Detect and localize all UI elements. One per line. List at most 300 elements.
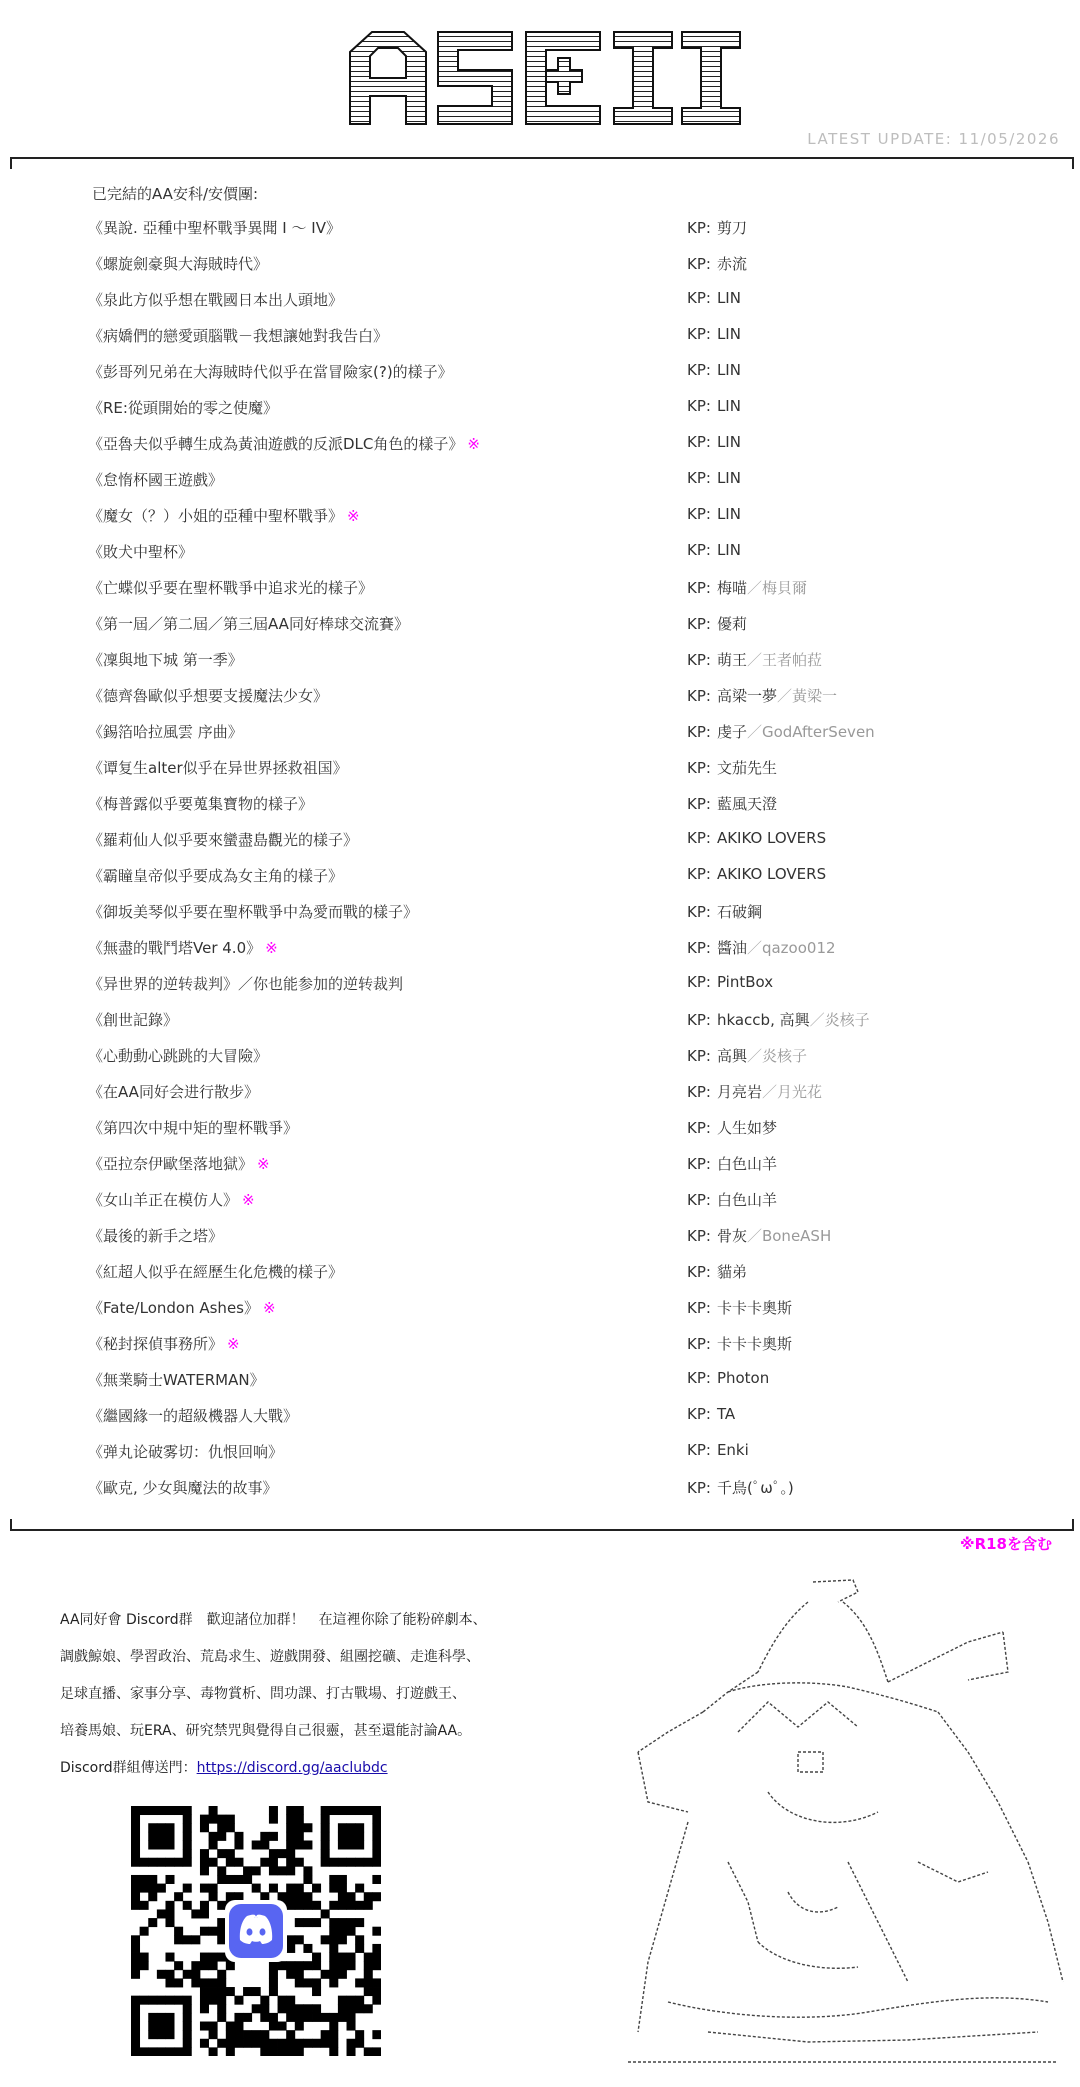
- qr-module: [183, 1815, 192, 1824]
- qr-module: [338, 1935, 347, 1944]
- qr-module: [217, 1815, 226, 1824]
- kp-name: AKIKO LOVERS: [716, 865, 827, 883]
- qr-module: [260, 1892, 269, 1901]
- qr-module: [165, 1978, 174, 1987]
- kp-label: KP:: [687, 1479, 711, 1497]
- qr-module: [131, 2013, 140, 2022]
- kp-cell: [687, 253, 747, 274]
- qr-module: [295, 2004, 304, 2013]
- qr-module: [131, 1806, 140, 1815]
- qr-module: [165, 1875, 174, 1884]
- info-line: AA同好會 Discord群 歡迎諸位加群！ 在這裡你除了能粉碎劇本、: [60, 1612, 487, 1628]
- qr-module: [165, 2030, 174, 2039]
- kp-cell: [687, 1477, 794, 1498]
- qr-module: [148, 1806, 157, 1815]
- qr-module: [200, 1909, 209, 1918]
- qr-module: [183, 1840, 192, 1849]
- qr-module: [148, 1918, 157, 1927]
- kp-label: KP:: [687, 1083, 711, 1101]
- kp-cell: [687, 289, 741, 307]
- qr-module: [209, 2030, 218, 2039]
- qr-module: [191, 1978, 200, 1987]
- qr-module: [303, 1823, 312, 1832]
- qr-module: [372, 1806, 381, 1815]
- qr-module: [226, 2047, 235, 2056]
- qr-module: [260, 1832, 269, 1841]
- qr-module: [157, 1806, 166, 1815]
- qr-module: [260, 2013, 269, 2022]
- session-title: [88, 1297, 276, 1318]
- qr-module: [286, 1866, 295, 1875]
- list-item: [0, 1225, 1080, 1261]
- qr-module: [165, 1953, 174, 1962]
- qr-module: [131, 2030, 140, 2039]
- qr-module: [140, 1875, 149, 1884]
- session-title-text: 《亡蝶似乎要在聖杯戰爭中追求光的樣子》: [88, 579, 374, 597]
- qr-module: [364, 2004, 373, 2013]
- qr-module: [295, 2013, 304, 2022]
- art-stroke: [813, 1580, 858, 1602]
- kp-name: LIN: [716, 361, 741, 379]
- kp-cell: [687, 757, 777, 778]
- kp-cell: [687, 721, 875, 742]
- qr-module: [286, 1892, 295, 1901]
- qr-module: [286, 1840, 295, 1849]
- session-title: [88, 1261, 343, 1282]
- session-title-text: 《秘封探偵事務所》: [88, 1335, 224, 1353]
- qr-module: [165, 1970, 174, 1979]
- session-title-text: 《彭哥列兄弟在大海賊時代似乎在當冒險家(?)的樣子》: [88, 363, 453, 381]
- qr-module: [217, 2004, 226, 2013]
- list-item: [0, 1081, 1080, 1117]
- list-item: [0, 325, 1080, 361]
- qr-module: [269, 2013, 278, 2022]
- qr-module: [243, 1987, 252, 1996]
- qr-module: [321, 1970, 330, 1979]
- qr-module: [234, 2022, 243, 2031]
- qr-module: [200, 1953, 209, 1962]
- qr-code-icon[interactable]: [131, 1806, 381, 2056]
- session-title: [88, 1045, 268, 1066]
- qr-module: [355, 1918, 364, 1927]
- qr-module: [148, 1823, 157, 1832]
- qr-module: [303, 1866, 312, 1875]
- qr-module: [364, 1806, 373, 1815]
- qr-module: [243, 1866, 252, 1875]
- session-title: [88, 325, 388, 346]
- qr-module: [165, 1901, 174, 1910]
- qr-module: [200, 2039, 209, 2048]
- qr-module: [157, 2013, 166, 2022]
- kp-alt-name: qazoo012: [761, 939, 836, 957]
- qr-module: [191, 1961, 200, 1970]
- session-title-text: 《第四次中規中矩的聖杯戰爭》: [88, 1119, 299, 1137]
- art-stroke: [968, 1632, 1008, 1680]
- qr-module: [200, 1978, 209, 1987]
- art-stroke: [798, 1752, 823, 1772]
- top-divider: [10, 157, 1074, 169]
- kp-cell: [687, 1405, 735, 1423]
- kp-name: 石破鋼: [716, 903, 762, 921]
- qr-module: [183, 2039, 192, 2048]
- bottom-divider: [10, 1519, 1074, 1531]
- qr-module: [364, 1953, 373, 1962]
- qr-module: [131, 1901, 140, 1910]
- list-item: [0, 577, 1080, 613]
- info-line: 足球直播、家事分享、毒物賞析、問功課、打古戰場、打遊戲王、: [60, 1686, 466, 1702]
- qr-module: [226, 1849, 235, 1858]
- qr-module: [209, 1996, 218, 2005]
- qr-module: [140, 1858, 149, 1867]
- qr-module: [329, 2030, 338, 2039]
- qr-module: [269, 2047, 278, 2056]
- session-title: [88, 1081, 259, 1102]
- kp-name: 白色山羊: [716, 1155, 777, 1173]
- qr-module: [200, 1927, 209, 1936]
- qr-module: [148, 2030, 157, 2039]
- qr-module: [355, 2004, 364, 2013]
- qr-module: [183, 2047, 192, 2056]
- qr-module: [234, 1892, 243, 1901]
- session-title: [88, 1369, 265, 1390]
- list-item: [0, 613, 1080, 649]
- kp-name: 骨灰: [716, 1227, 747, 1245]
- qr-module: [131, 1884, 140, 1893]
- qr-module: [157, 1884, 166, 1893]
- art-stroke: [888, 1632, 1003, 1682]
- kp-name: PintBox: [716, 973, 774, 991]
- qr-module: [148, 1840, 157, 1849]
- kp-name: 赤流: [716, 255, 747, 273]
- qr-module: [183, 2030, 192, 2039]
- art-stroke: [703, 1672, 758, 1712]
- session-title: [88, 1225, 223, 1246]
- qr-module: [329, 1927, 338, 1936]
- qr-module: [226, 2039, 235, 2048]
- qr-module: [157, 1840, 166, 1849]
- session-title-text: 《凜與地下城 第一季》: [88, 651, 243, 669]
- qr-module: [209, 1927, 218, 1936]
- session-title: [88, 721, 243, 742]
- discord-logo-icon: [225, 1900, 287, 1962]
- qr-module: [372, 1961, 381, 1970]
- session-title-text: 《無業騎士WATERMAN》: [88, 1371, 265, 1389]
- session-title-text: 《在AA同好会进行散步》: [88, 1083, 259, 1101]
- info-line: 調戲鯨娘、學習政治、荒島求生、遊戲開發、組團挖礦、走進科學、: [60, 1649, 480, 1665]
- qr-module: [338, 2004, 347, 2013]
- qr-module: [312, 1978, 321, 1987]
- list-item: [0, 1045, 1080, 1081]
- session-title: [88, 685, 328, 706]
- qr-module: [286, 1901, 295, 1910]
- list-item: [0, 361, 1080, 397]
- qr-module: [209, 1858, 218, 1867]
- kp-alt-separator: ／: [746, 1047, 762, 1065]
- kp-name: hkaccb, 高興: [716, 1011, 810, 1029]
- qr-module: [165, 1996, 174, 2005]
- qr-module: [269, 1987, 278, 1996]
- r18-mark: ※: [347, 507, 360, 525]
- qr-module: [269, 1806, 278, 1815]
- qr-module: [355, 1901, 364, 1910]
- qr-module: [252, 1840, 261, 1849]
- qr-module: [131, 1832, 140, 1841]
- discord-invite-link[interactable]: https://discord.gg/aaclubdc: [196, 1760, 388, 1776]
- qr-module: [226, 1987, 235, 1996]
- session-title-text: 《亞拉奈伊歐堡落地獄》: [88, 1155, 254, 1173]
- qr-module: [157, 2022, 166, 2031]
- qr-module: [321, 1858, 330, 1867]
- qr-module: [165, 2047, 174, 2056]
- qr-module: [217, 1970, 226, 1979]
- qr-module: [269, 1858, 278, 1867]
- list-item: [0, 253, 1080, 289]
- kp-cell: [687, 541, 741, 559]
- list-item: [0, 469, 1080, 505]
- info-line: 培養馬娘、玩ERA、研究禁咒與覺得自己很靈，甚至還能討論AA。: [60, 1723, 472, 1739]
- qr-module: [372, 1927, 381, 1936]
- qr-module: [183, 1884, 192, 1893]
- kp-name: 醬油: [716, 939, 747, 957]
- qr-module: [338, 1823, 347, 1832]
- qr-module: [338, 1970, 347, 1979]
- qr-module: [217, 1875, 226, 1884]
- kp-cell: [687, 1045, 807, 1066]
- kp-label: KP:: [687, 541, 711, 559]
- list-item: [0, 1117, 1080, 1153]
- kp-name: 剪刀: [716, 219, 747, 237]
- qr-module: [174, 1935, 183, 1944]
- kp-cell: [687, 1189, 777, 1210]
- session-title: [88, 253, 268, 274]
- qr-module: [200, 1866, 209, 1875]
- qr-module: [295, 1978, 304, 1987]
- qr-module: [131, 2039, 140, 2048]
- qr-module: [286, 1823, 295, 1832]
- kp-alt-name: 炎核子: [824, 1011, 870, 1029]
- kp-cell: [687, 829, 826, 847]
- qr-module: [131, 1961, 140, 1970]
- kp-cell: [687, 1081, 822, 1102]
- session-title: [88, 541, 193, 562]
- qr-module: [295, 1884, 304, 1893]
- session-title: [88, 793, 313, 814]
- session-title: [88, 1333, 240, 1354]
- qr-module: [347, 1858, 356, 1867]
- qr-module: [329, 1970, 338, 1979]
- qr-module: [269, 1849, 278, 1858]
- qr-module: [260, 1996, 269, 2005]
- qr-module: [347, 1927, 356, 1936]
- session-title-text: 《谭复生alter似乎在异世界拯救祖国》: [88, 759, 348, 777]
- art-stroke: [668, 1998, 1048, 2017]
- qr-module: [252, 1866, 261, 1875]
- session-title-text: 《女山羊正在模仿人》: [88, 1191, 239, 1209]
- kp-label: KP:: [687, 651, 711, 669]
- session-title: [88, 1441, 283, 1462]
- qr-module: [372, 1978, 381, 1987]
- qr-module: [200, 1901, 209, 1910]
- art-stroke: [758, 1942, 858, 1968]
- session-title: [88, 865, 343, 886]
- kp-name: 白色山羊: [716, 1191, 777, 1209]
- session-title-text: 《創世記錄》: [88, 1011, 179, 1029]
- qr-module: [131, 1953, 140, 1962]
- qr-module: [329, 1953, 338, 1962]
- qr-module: [209, 2022, 218, 2031]
- qr-module: [295, 1892, 304, 1901]
- qr-module: [364, 1978, 373, 1987]
- qr-module: [347, 1823, 356, 1832]
- qr-module: [157, 1832, 166, 1841]
- qr-module: [286, 2047, 295, 2056]
- qr-module: [372, 1858, 381, 1867]
- qr-module: [157, 1909, 166, 1918]
- kp-cell: [687, 613, 747, 634]
- latest-update-label: LATEST UPDATE: 11/05/2026: [807, 130, 1060, 148]
- qr-module: [157, 1823, 166, 1832]
- kp-label: KP:: [687, 939, 711, 957]
- qr-module: [303, 1892, 312, 1901]
- qr-module: [183, 1806, 192, 1815]
- session-title: [88, 613, 409, 634]
- qr-module: [312, 1884, 321, 1893]
- qr-module: [217, 1996, 226, 2005]
- session-title-text: 《霸瞳皇帝似乎要成為女主角的樣子》: [88, 867, 344, 885]
- qr-module: [329, 1884, 338, 1893]
- session-title-text: 《弹丸论破雾切：仇恨回响》: [88, 1443, 284, 1461]
- qr-module: [286, 2030, 295, 2039]
- qr-module: [321, 1935, 330, 1944]
- qr-module: [295, 1961, 304, 1970]
- qr-module: [295, 1901, 304, 1910]
- qr-module: [234, 1832, 243, 1841]
- kp-label: KP:: [687, 579, 711, 597]
- qr-module: [338, 1884, 347, 1893]
- session-title-text: 《亞魯夫似乎轉生成為黃油遊戲的反派DLC角色的樣子》: [88, 435, 464, 453]
- kp-name: LIN: [716, 541, 741, 559]
- qr-module: [295, 1806, 304, 1815]
- qr-module: [355, 1944, 364, 1953]
- session-title-text: 《最後的新手之塔》: [88, 1227, 224, 1245]
- qr-module: [347, 1892, 356, 1901]
- qr-module: [321, 1832, 330, 1841]
- qr-module: [372, 1823, 381, 1832]
- qr-module: [303, 1961, 312, 1970]
- qr-module: [140, 1996, 149, 2005]
- qr-module: [140, 1806, 149, 1815]
- session-title: [88, 217, 341, 238]
- r18-mark: ※: [242, 1191, 255, 1209]
- kp-label: KP:: [687, 1155, 711, 1173]
- qr-module: [372, 2047, 381, 2056]
- list-item: [0, 973, 1080, 1009]
- qr-module: [174, 1858, 183, 1867]
- qr-module: [183, 2004, 192, 2013]
- session-title-text: 《梅普露似乎要蒐集寶物的樣子》: [88, 795, 314, 813]
- qr-module: [209, 1987, 218, 1996]
- qr-module: [191, 1970, 200, 1979]
- r18-mark: ※: [257, 1155, 270, 1173]
- qr-module: [321, 1806, 330, 1815]
- art-stroke: [843, 1602, 888, 1682]
- qr-module: [286, 2004, 295, 2013]
- qr-module: [269, 2039, 278, 2048]
- art-stroke: [728, 1683, 938, 1712]
- qr-module: [183, 1970, 192, 1979]
- qr-module: [338, 1858, 347, 1867]
- qr-module: [217, 1978, 226, 1987]
- qr-module: [209, 1815, 218, 1824]
- session-title: [88, 1189, 255, 1210]
- kp-name: 文茄先生: [716, 759, 777, 777]
- kp-alt-separator: ／: [746, 651, 762, 669]
- qr-module: [286, 1935, 295, 1944]
- completed-list-heading: 已完結的AA安科/安價團:: [92, 185, 259, 203]
- qr-module: [226, 1858, 235, 1867]
- kp-name: LIN: [716, 397, 741, 415]
- qr-module: [148, 1996, 157, 2005]
- qr-module: [217, 1935, 226, 1944]
- qr-module: [209, 1832, 218, 1841]
- kp-alt-separator: ／: [746, 579, 762, 597]
- list-item: [0, 433, 1080, 469]
- session-title: [88, 1009, 178, 1030]
- qr-module: [372, 1996, 381, 2005]
- qr-module: [321, 2030, 330, 2039]
- qr-module: [183, 1823, 192, 1832]
- session-title: [88, 649, 243, 670]
- qr-module: [148, 1892, 157, 1901]
- kp-label: KP:: [687, 1405, 711, 1423]
- qr-module: [286, 1884, 295, 1893]
- qr-module: [278, 1996, 287, 2005]
- qr-module: [295, 2039, 304, 2048]
- completed-sessions-list: [0, 217, 1080, 1513]
- qr-module: [252, 2004, 261, 2013]
- kp-cell: [687, 973, 773, 991]
- qr-module: [355, 1823, 364, 1832]
- qr-module: [165, 1823, 174, 1832]
- art-stroke: [638, 1712, 703, 1752]
- list-item: [0, 505, 1080, 541]
- kp-name: LIN: [716, 505, 741, 523]
- qr-module: [329, 1944, 338, 1953]
- qr-module: [183, 1996, 192, 2005]
- qr-module: [278, 2022, 287, 2031]
- qr-module: [191, 1909, 200, 1918]
- kp-label: KP:: [687, 903, 711, 921]
- session-title-text: 《紅超人似乎在經歷生化危機的樣子》: [88, 1263, 344, 1281]
- qr-module: [191, 1935, 200, 1944]
- qr-module: [131, 1875, 140, 1884]
- qr-module: [372, 1944, 381, 1953]
- qr-module: [312, 2013, 321, 2022]
- kp-label: KP:: [687, 1299, 711, 1317]
- qr-module: [131, 1970, 140, 1979]
- session-title: [88, 829, 358, 850]
- kp-cell: [687, 937, 836, 958]
- qr-module: [269, 1866, 278, 1875]
- qr-module: [372, 1892, 381, 1901]
- qr-module: [260, 2039, 269, 2048]
- qr-module: [217, 1953, 226, 1962]
- kp-name: Photon: [716, 1369, 770, 1387]
- qr-module: [209, 1806, 218, 1815]
- qr-module: [217, 1901, 226, 1910]
- r18-note: ※R18を含む: [959, 1535, 1052, 1553]
- qr-module: [243, 1875, 252, 1884]
